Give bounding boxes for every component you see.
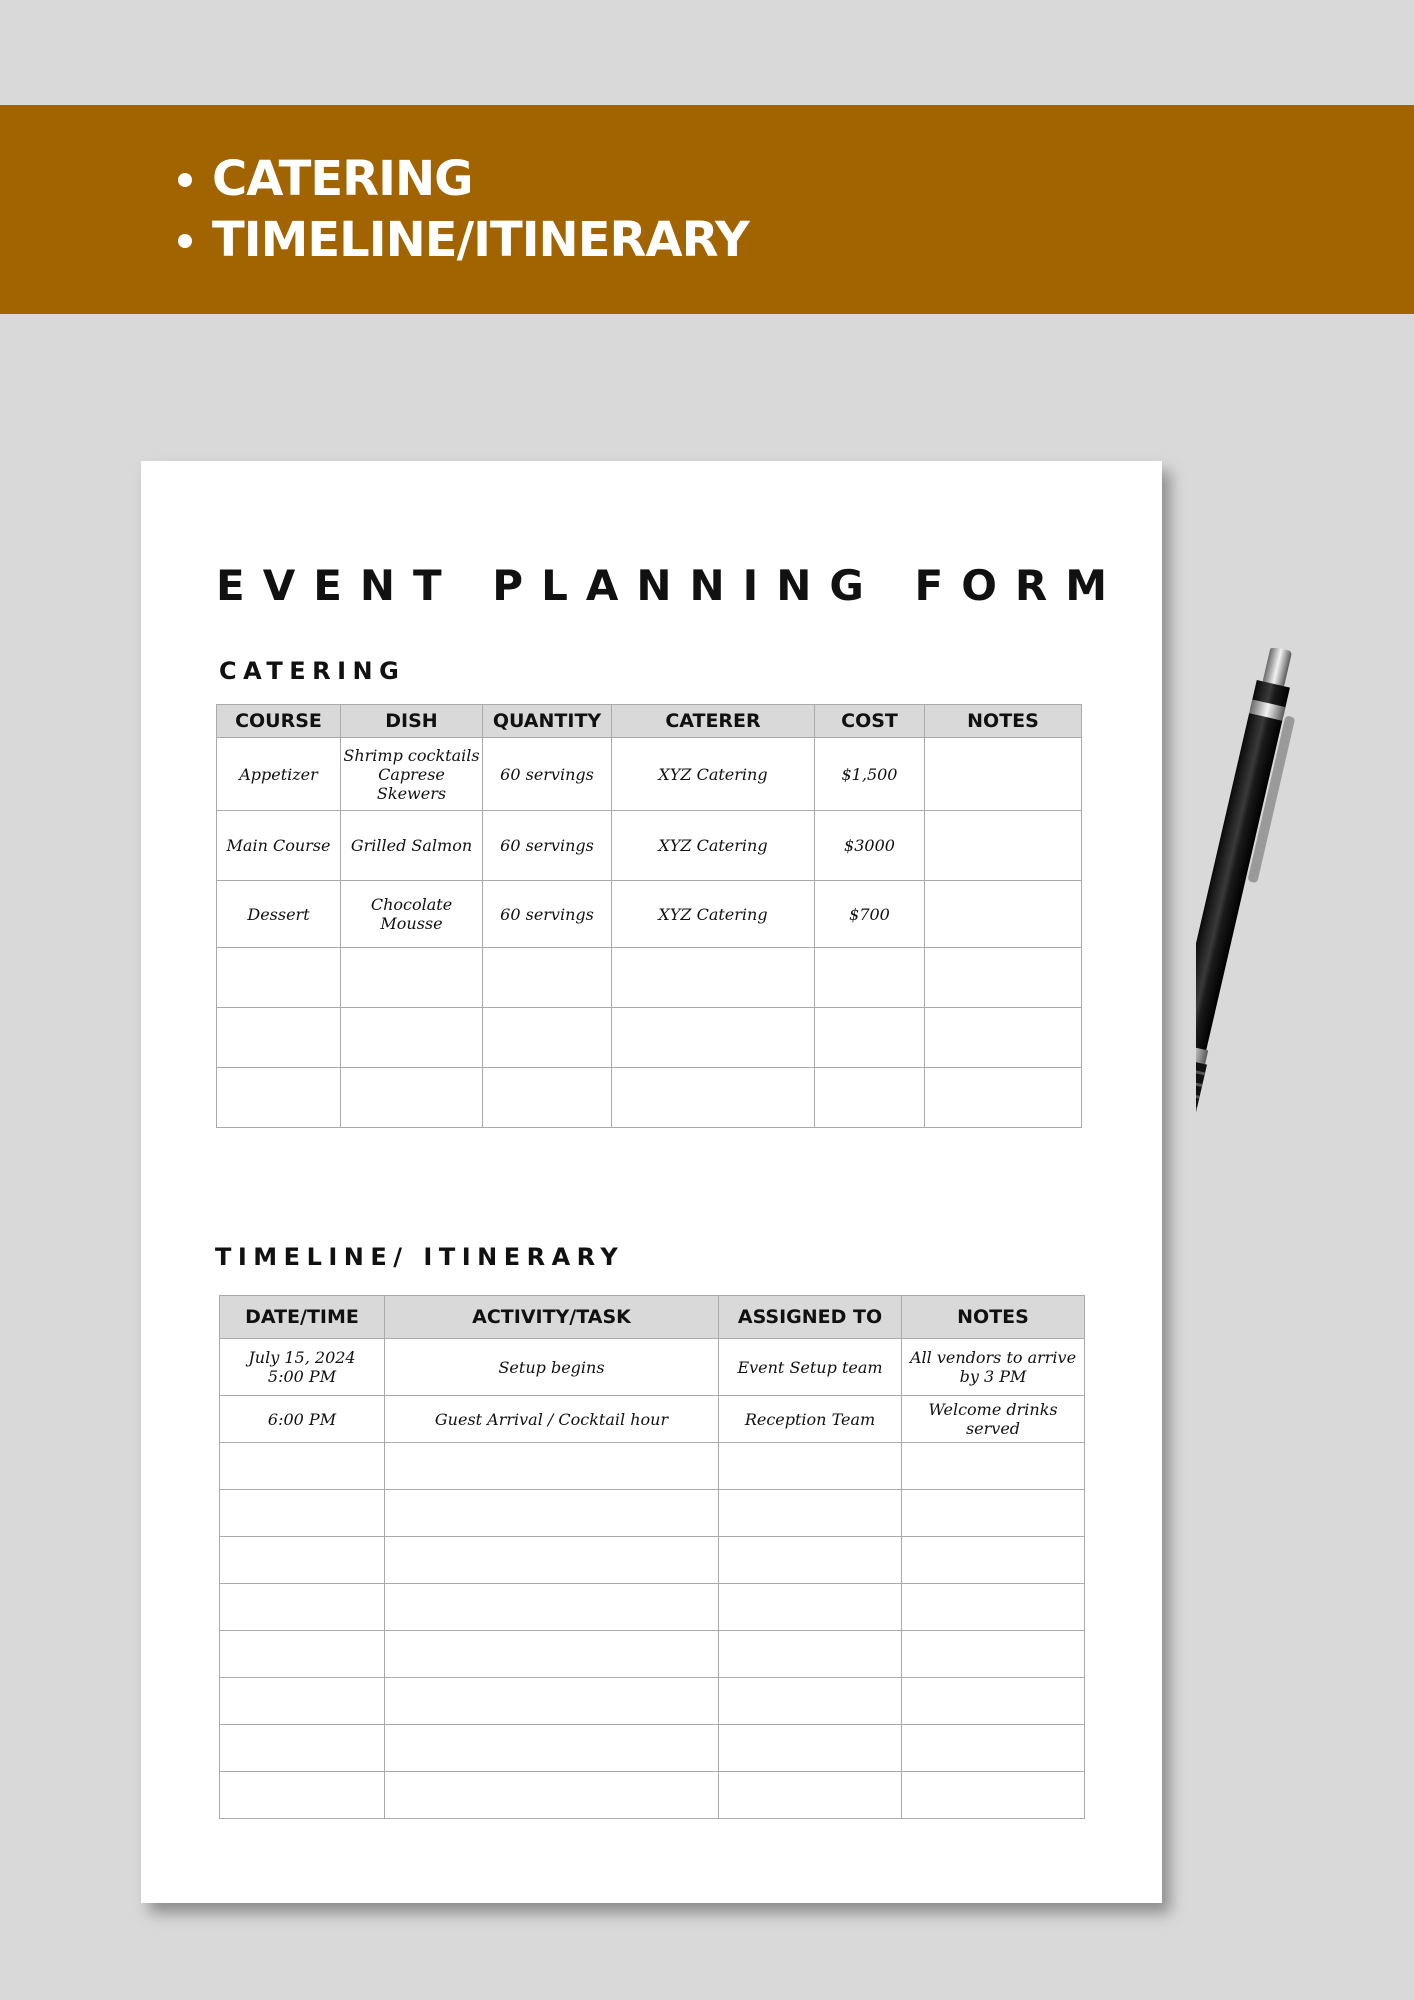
timeline-header-cell: DATE/TIME (220, 1296, 385, 1339)
table-cell[interactable] (483, 1008, 612, 1068)
table-cell[interactable] (483, 1068, 612, 1128)
table-cell: XYZ Catering (612, 738, 815, 811)
table-row (220, 1443, 1085, 1490)
form-sheet (141, 461, 1162, 1903)
table-cell: Setup begins (385, 1339, 719, 1396)
table-row (220, 1339, 1085, 1396)
banner-item-label: CATERING (212, 151, 473, 207)
table-cell: Shrimp cocktails Caprese Skewers (341, 738, 483, 811)
table-cell[interactable] (483, 948, 612, 1008)
table-cell[interactable] (902, 1584, 1085, 1631)
table-cell[interactable] (385, 1537, 719, 1584)
table-cell: 6:00 PM (220, 1396, 385, 1443)
table-cell: $700 (815, 881, 925, 948)
catering-header-cell: CATERER (612, 705, 815, 738)
table-cell[interactable] (217, 948, 341, 1008)
timeline-header-cell: ASSIGNED TO (719, 1296, 902, 1339)
table-cell[interactable] (719, 1537, 902, 1584)
table-cell[interactable] (925, 738, 1082, 811)
table-row (220, 1725, 1085, 1772)
table-cell[interactable] (341, 1068, 483, 1128)
table-row (217, 948, 1082, 1008)
table-cell: $1,500 (815, 738, 925, 811)
table-cell: Dessert (217, 881, 341, 948)
table-cell[interactable] (925, 881, 1082, 948)
table-cell[interactable] (385, 1678, 719, 1725)
table-cell: Welcome drinks served (902, 1396, 1085, 1443)
table-row (220, 1584, 1085, 1631)
catering-header-cell: COST (815, 705, 925, 738)
table-cell[interactable] (719, 1490, 902, 1537)
banner-list (178, 149, 749, 271)
table-cell[interactable] (220, 1443, 385, 1490)
table-cell: Main Course (217, 811, 341, 881)
bullet-icon (178, 234, 192, 248)
table-cell[interactable] (902, 1678, 1085, 1725)
table-cell[interactable] (217, 1068, 341, 1128)
banner-item-timeline (178, 210, 749, 271)
timeline-header-cell: ACTIVITY/TASK (385, 1296, 719, 1339)
catering-body (217, 738, 1082, 1128)
table-cell[interactable] (902, 1537, 1085, 1584)
table-row (220, 1772, 1085, 1819)
table-cell: Event Setup team (719, 1339, 902, 1396)
table-cell[interactable] (385, 1584, 719, 1631)
table-cell[interactable] (925, 948, 1082, 1008)
table-cell[interactable] (902, 1725, 1085, 1772)
table-row (220, 1631, 1085, 1678)
table-cell[interactable] (719, 1584, 902, 1631)
table-cell: Chocolate Mousse (341, 881, 483, 948)
table-cell[interactable] (902, 1490, 1085, 1537)
table-cell[interactable] (902, 1772, 1085, 1819)
table-cell: 60 servings (483, 811, 612, 881)
table-cell[interactable] (220, 1537, 385, 1584)
table-cell[interactable] (220, 1725, 385, 1772)
table-cell[interactable] (217, 1008, 341, 1068)
table-cell[interactable] (220, 1772, 385, 1819)
table-cell[interactable] (385, 1490, 719, 1537)
table-cell[interactable] (815, 1008, 925, 1068)
table-cell[interactable] (925, 1068, 1082, 1128)
table-cell: Guest Arrival / Cocktail hour (385, 1396, 719, 1443)
table-cell[interactable] (220, 1631, 385, 1678)
catering-header-cell: DISH (341, 705, 483, 738)
timeline-table (219, 1295, 1085, 1819)
table-row (217, 881, 1082, 948)
table-row (217, 811, 1082, 881)
table-cell: 60 servings (483, 738, 612, 811)
table-cell[interactable] (925, 811, 1082, 881)
header-banner (0, 105, 1414, 314)
table-cell[interactable] (902, 1631, 1085, 1678)
table-cell[interactable] (815, 948, 925, 1008)
catering-header-row (217, 705, 1082, 738)
table-cell[interactable] (902, 1443, 1085, 1490)
table-cell[interactable] (385, 1631, 719, 1678)
table-cell[interactable] (925, 1008, 1082, 1068)
banner-item-catering (178, 149, 749, 210)
table-row (217, 1008, 1082, 1068)
table-row (220, 1537, 1085, 1584)
catering-header-cell: COURSE (217, 705, 341, 738)
timeline-section-title: TIMELINE/ ITINERARY (215, 1243, 625, 1271)
pen-icon (1196, 648, 1356, 1298)
timeline-header-row (220, 1296, 1085, 1339)
table-cell: Appetizer (217, 738, 341, 811)
table-cell[interactable] (612, 1068, 815, 1128)
banner-item-label: TIMELINE/ITINERARY (212, 212, 749, 268)
table-cell: July 15, 2024 5:00 PM (220, 1339, 385, 1396)
catering-table (216, 704, 1082, 1128)
table-row (217, 1068, 1082, 1128)
table-cell: XYZ Catering (612, 881, 815, 948)
table-row (220, 1678, 1085, 1725)
table-cell[interactable] (385, 1725, 719, 1772)
table-cell: XYZ Catering (612, 811, 815, 881)
table-cell: All vendors to arrive by 3 PM (902, 1339, 1085, 1396)
catering-section-title: CATERING (219, 657, 406, 685)
form-title: EVENT PLANNING FORM (216, 561, 1126, 610)
table-cell[interactable] (719, 1631, 902, 1678)
timeline-header-cell: NOTES (902, 1296, 1085, 1339)
catering-header-cell: QUANTITY (483, 705, 612, 738)
bullet-icon (178, 173, 192, 187)
table-row (220, 1490, 1085, 1537)
table-cell[interactable] (220, 1584, 385, 1631)
table-cell[interactable] (341, 948, 483, 1008)
table-cell: $3000 (815, 811, 925, 881)
table-cell[interactable] (612, 1008, 815, 1068)
table-row (217, 738, 1082, 811)
table-cell[interactable] (815, 1068, 925, 1128)
table-cell[interactable] (220, 1678, 385, 1725)
table-cell[interactable] (385, 1772, 719, 1819)
table-cell[interactable] (220, 1490, 385, 1537)
table-cell: Reception Team (719, 1396, 902, 1443)
table-cell: 60 servings (483, 881, 612, 948)
table-cell[interactable] (341, 1008, 483, 1068)
table-cell[interactable] (719, 1772, 902, 1819)
table-cell[interactable] (385, 1443, 719, 1490)
catering-header-cell: NOTES (925, 705, 1082, 738)
timeline-body (220, 1339, 1085, 1819)
table-cell: Grilled Salmon (341, 811, 483, 881)
table-cell[interactable] (719, 1443, 902, 1490)
table-cell[interactable] (719, 1678, 902, 1725)
table-cell[interactable] (719, 1725, 902, 1772)
table-row (220, 1396, 1085, 1443)
table-cell[interactable] (612, 948, 815, 1008)
